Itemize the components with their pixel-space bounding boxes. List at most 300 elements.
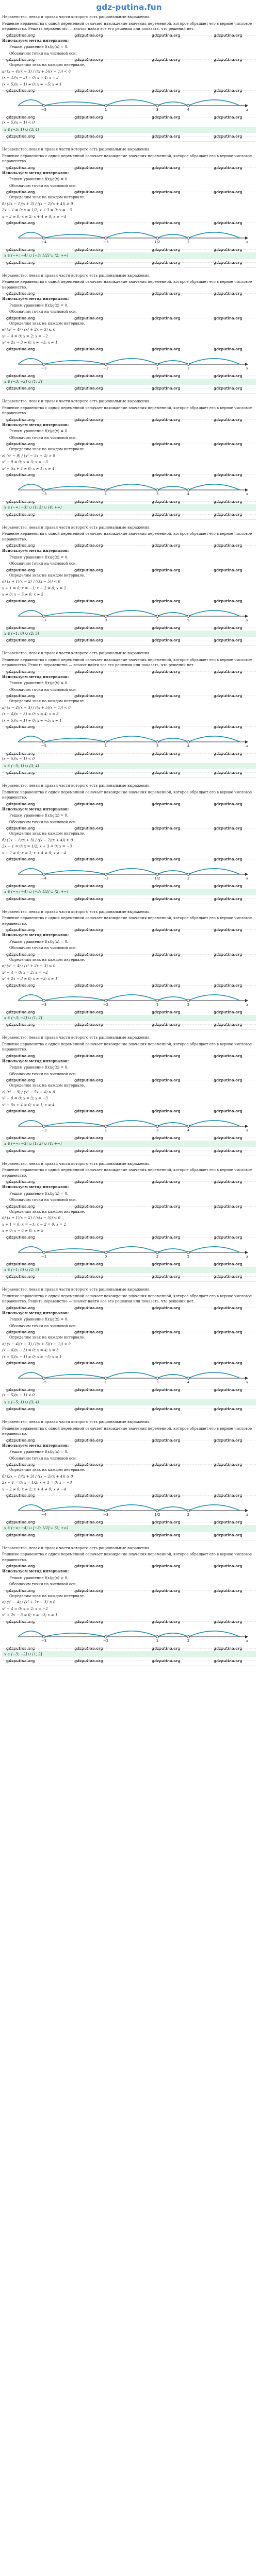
watermark-text: gdzputina.org — [214, 1619, 243, 1624]
axis-variable-label: x — [246, 1380, 249, 1384]
watermark-text: gdzputina.org — [6, 1136, 35, 1140]
axis-point-label: −3 — [41, 492, 47, 496]
watermark-text: gdzputina.org — [152, 1533, 181, 1537]
watermark-text: gdzputina.org — [6, 221, 35, 225]
axis-point — [43, 1635, 45, 1638]
watermark-text: gdzputina.org — [6, 771, 35, 775]
solution-section — [2, 1161, 256, 1282]
axis-point-label: 1 — [156, 1002, 159, 1007]
intro-text: Неравенство, левая и правая части которого есть рациональные выражения. — [2, 273, 151, 278]
watermark-text: gdzputina.org — [74, 417, 103, 422]
watermark-text: gdzputina.org — [74, 983, 103, 988]
sign-arc — [106, 232, 157, 238]
watermark-text: gdzputina.org — [152, 473, 181, 477]
number-line — [2, 1499, 256, 1517]
watermark-band — [2, 1361, 256, 1365]
watermark-text: gdzputina.org — [74, 386, 103, 391]
axis-arrow — [245, 1377, 248, 1380]
number-line — [2, 94, 256, 112]
math-line: x ≠ 0; x − 5 ≠ 0; x ≠ 5 — [2, 1229, 44, 1233]
sign-arc — [18, 1505, 44, 1511]
sign-arc — [188, 610, 240, 616]
watermark-text: gdzputina.org — [74, 260, 103, 265]
watermark-text: gdzputina.org — [74, 1588, 103, 1593]
axis-point — [105, 1377, 107, 1380]
axis-point-label: −2 — [103, 366, 109, 370]
solution-document — [0, 14, 258, 1666]
watermark-text: gdzputina.org — [214, 115, 243, 120]
watermark-text: gdzputina.org — [214, 221, 243, 225]
axis-point-label: 2 — [156, 1254, 159, 1259]
watermark-band — [2, 472, 256, 477]
sign-arc — [18, 610, 44, 616]
watermark-text: gdzputina.org — [214, 1180, 243, 1184]
axis-point — [156, 489, 159, 492]
watermark-text: gdzputina.org — [74, 316, 103, 320]
watermark-text: gdzputina.org — [6, 1010, 35, 1014]
watermark-text: gdzputina.org — [214, 1407, 243, 1411]
watermark-text: gdzputina.org — [6, 512, 35, 517]
watermark-text: gdzputina.org — [152, 1180, 181, 1184]
watermark-text: gdzputina.org — [152, 115, 181, 120]
sign-arc — [106, 484, 157, 490]
watermark-text: gdzputina.org — [152, 248, 181, 252]
watermark-text: gdzputina.org — [6, 316, 35, 320]
solution-section — [2, 651, 256, 778]
watermark-band — [2, 1646, 256, 1650]
watermark-text: gdzputina.org — [74, 1520, 103, 1524]
watermark-text: gdzputina.org — [152, 1078, 181, 1082]
axis-variable-label: x — [246, 876, 249, 880]
watermark-text: gdzputina.org — [74, 1109, 103, 1113]
step-text: Определим знак на каждом интервале. — [9, 832, 85, 836]
watermark-text: gdzputina.org — [152, 983, 181, 988]
watermark-text: gdzputina.org — [214, 802, 243, 806]
watermark-text: gdzputina.org — [74, 1407, 103, 1411]
watermark-text: gdzputina.org — [6, 1646, 35, 1651]
watermark-text: gdzputina.org — [6, 1180, 35, 1184]
watermark-text: gdzputina.org — [74, 512, 103, 517]
math-line: г) (x² − 9) / (x² − 5x + 4) > 0 — [2, 453, 55, 458]
axis-point-label: 3 — [156, 108, 159, 112]
watermark-text: gdzputina.org — [214, 347, 243, 351]
intro-text: Неравенство, левая и правая части которого есть рациональные выражения. — [2, 1546, 151, 1550]
watermark-text: gdzputina.org — [152, 1330, 181, 1334]
step-text: Решим уравнение f(x)/g(x) = 0. — [9, 1065, 69, 1070]
sign-arc — [44, 1375, 106, 1378]
watermark-band — [2, 770, 256, 774]
watermark-text: gdzputina.org — [74, 1136, 103, 1140]
axis-arrow — [245, 999, 248, 1002]
math-line: a) (x − 4)(x − 3) / ((x + 5)(x − 1)) < 0 — [2, 69, 71, 74]
axis-point-label: 3 — [156, 744, 159, 748]
watermark-text: gdzputina.org — [6, 928, 35, 932]
watermark-text: gdzputina.org — [74, 544, 103, 548]
step-text: Решим уравнение f(x)/g(x) = 0. — [9, 1191, 69, 1196]
watermark-band — [2, 291, 256, 295]
step-text: Решим уравнение f(x)/g(x) = 0. — [9, 1450, 69, 1454]
watermark-band — [2, 260, 256, 264]
intro-text: Решение неравенства с одной переменной означает нахождение значения переменной, которое обращает его в верное числовое неравенство. Решить неравенство — значит найти все его решения или показать, что решений нет. — [2, 1294, 252, 1303]
watermark-text: gdzputina.org — [214, 1204, 243, 1209]
watermark-text: gdzputina.org — [214, 89, 243, 93]
watermark-text: gdzputina.org — [214, 1078, 243, 1082]
watermark-text: gdzputina.org — [214, 1564, 243, 1568]
axis-point-label: 2 — [187, 876, 190, 880]
answer-line: x ∈ (−∞; −4) ∪ [−3; 1/2] ∪ (2; +∞) — [2, 252, 256, 259]
watermark-text: gdzputina.org — [152, 347, 181, 351]
axis-point-label: 2 — [156, 618, 159, 622]
intro-text: Решение неравенства с одной переменной означает нахождение значения переменной, которое обращает его в верное числовое неравенство. — [2, 154, 252, 163]
watermark-text: gdzputina.org — [6, 952, 35, 957]
watermark-text: gdzputina.org — [74, 1494, 103, 1498]
math-line: x² − 4 = 0; x = 2; x = −2 — [2, 970, 48, 975]
watermark-band — [2, 599, 256, 603]
watermark-text: gdzputina.org — [152, 1463, 181, 1467]
watermark-text: gdzputina.org — [152, 1646, 181, 1651]
axis-point — [187, 105, 190, 107]
sign-arc — [44, 1248, 106, 1252]
axis-point — [156, 237, 159, 240]
solution-section — [2, 147, 256, 268]
watermark-text: gdzputina.org — [6, 1659, 35, 1663]
watermark-text: gdzputina.org — [74, 500, 103, 504]
watermark-text: gdzputina.org — [214, 694, 243, 698]
step-text: Обозначим точки на числовой оси. — [9, 435, 77, 440]
math-line: д) (x + 1)(x − 2) / (x(x − 5)) < 0 — [2, 580, 60, 584]
watermark-text: gdzputina.org — [214, 1136, 243, 1140]
step-text: Обозначим точки на числовой оси. — [9, 687, 77, 692]
watermark-band — [2, 693, 256, 698]
answer-line: x ∈ (−∞; −3) ∪ (1; 3) ∪ (4; +∞) — [2, 1141, 256, 1147]
watermark-text: gdzputina.org — [152, 33, 181, 38]
axis-variable-label: x — [246, 1128, 249, 1132]
axis-point — [187, 873, 190, 876]
step-text: Определим знак на каждом интервале. — [9, 573, 85, 578]
solution-section — [2, 1287, 256, 1414]
watermark-text: gdzputina.org — [6, 115, 35, 120]
watermark-text: gdzputina.org — [6, 857, 35, 861]
watermark-text: gdzputina.org — [6, 473, 35, 477]
watermark-text: gdzputina.org — [6, 1275, 35, 1279]
site-logo[interactable]: gdz-putina.fun — [96, 3, 162, 12]
solution-section — [2, 14, 256, 142]
intro-text: Решение неравенства с одной переменной означает нахождение значения переменной, которое обращает его в верное числовое неравенство. — [2, 405, 252, 415]
intro-text: Неравенство, левая и правая части которого есть рациональные выражения. — [2, 1420, 151, 1424]
watermark-band — [2, 1462, 256, 1466]
step-text: Определим знак на каждом интервале. — [9, 699, 85, 703]
watermark-text: gdzputina.org — [214, 442, 243, 446]
math-line: x² − 9 = 0; x = 3; x = −3 — [2, 460, 48, 464]
watermark-band — [2, 115, 256, 119]
watermark-band — [2, 221, 256, 225]
axis-point-label: 4 — [187, 744, 190, 748]
math-line: б) (2x − 1)(x + 3) / ((x − 2)(x + 4)) ≥ 0 — [2, 838, 73, 842]
step-text: Обозначим точки на числовой оси. — [9, 183, 77, 188]
watermark-text: gdzputina.org — [6, 983, 35, 988]
watermark-text: gdzputina.org — [152, 884, 181, 888]
watermark-text: gdzputina.org — [74, 625, 103, 630]
watermark-text: gdzputina.org — [152, 1148, 181, 1153]
watermark-text: gdzputina.org — [6, 1533, 35, 1537]
watermark-text: gdzputina.org — [6, 826, 35, 831]
watermark-band — [2, 417, 256, 421]
watermark-text: gdzputina.org — [6, 1109, 35, 1113]
axis-point-label: −3 — [103, 876, 109, 880]
sign-arc — [188, 232, 240, 238]
watermark-text: gdzputina.org — [74, 802, 103, 806]
watermark-text: gdzputina.org — [152, 1054, 181, 1058]
watermark-text: gdzputina.org — [152, 694, 181, 698]
axis-point — [105, 105, 107, 107]
intro-text: Неравенство, левая и правая части которого есть рациональные выражения. — [2, 784, 151, 788]
watermark-text: gdzputina.org — [74, 1262, 103, 1266]
step-text: Определим знак на каждом интервале. — [9, 1335, 85, 1340]
watermark-text: gdzputina.org — [74, 952, 103, 957]
watermark-text: gdzputina.org — [6, 1078, 35, 1082]
number-line — [2, 863, 256, 880]
watermark-text: gdzputina.org — [74, 1659, 103, 1663]
sign-arc — [188, 1246, 240, 1252]
axis-point — [156, 1510, 159, 1512]
axis-point-label: 4 — [187, 108, 190, 112]
watermark-text: gdzputina.org — [6, 884, 35, 888]
sign-arc — [44, 1123, 106, 1126]
axis-arrow — [245, 1635, 248, 1638]
axis-point-label: −3 — [41, 1638, 47, 1643]
watermark-text: gdzputina.org — [152, 826, 181, 831]
step-text: Обозначим точки на числовой оси. — [9, 946, 77, 950]
watermark-text: gdzputina.org — [74, 1148, 103, 1153]
method-heading: Используем метод интервалов: — [2, 1058, 69, 1063]
watermark-text: gdzputina.org — [214, 1235, 243, 1240]
number-line — [2, 1115, 256, 1132]
sign-arc — [157, 1123, 188, 1126]
step-text: Определим знак на каждом интервале. — [9, 63, 85, 67]
watermark-text: gdzputina.org — [6, 1235, 35, 1240]
step-text: Обозначим точки на числовой оси. — [9, 562, 77, 566]
axis-point — [105, 741, 107, 743]
watermark-band — [2, 952, 256, 956]
number-line — [2, 227, 256, 244]
answer-line: x ∈ (−3; −2] ∪ (1; 2] — [2, 1015, 256, 1022]
watermark-text: gdzputina.org — [74, 1010, 103, 1014]
step-text: Обозначим точки на числовой оси. — [9, 1582, 77, 1586]
watermark-band — [2, 1658, 256, 1663]
watermark-text: gdzputina.org — [6, 386, 35, 391]
watermark-text: gdzputina.org — [214, 1109, 243, 1113]
watermark-text: gdzputina.org — [214, 1023, 243, 1027]
math-line: x + 1 = 0; x = −1; x − 2 = 0; x = 2 — [2, 1222, 67, 1227]
sign-arc — [44, 234, 106, 238]
watermark-text: gdzputina.org — [6, 1330, 35, 1334]
solution-section — [2, 525, 256, 646]
axis-point — [105, 363, 107, 365]
watermark-text: gdzputina.org — [152, 1588, 181, 1593]
watermark-text: gdzputina.org — [152, 316, 181, 320]
intro-text: Решение неравенства с одной переменной означает нахождение значения переменной, которое обращает его в верное числовое неравенство. Решить неравенство — значит найти все его решения или показать, что решений нет. — [2, 657, 252, 667]
number-line — [2, 989, 256, 1007]
section-divider — [2, 393, 256, 394]
watermark-text: gdzputina.org — [214, 1533, 243, 1537]
watermark-text: gdzputina.org — [6, 694, 35, 698]
watermark-text: gdzputina.org — [152, 1361, 181, 1365]
axis-point — [187, 1635, 190, 1638]
watermark-text: gdzputina.org — [6, 1388, 35, 1392]
axis-point — [156, 873, 159, 876]
sign-arc — [106, 994, 157, 1000]
watermark-band — [2, 33, 256, 37]
watermark-text: gdzputina.org — [214, 417, 243, 422]
watermark-text: gdzputina.org — [74, 1275, 103, 1279]
axis-point-label: 2 — [187, 1513, 190, 1517]
math-line: (x − 4)(x − 3) = 0; x = 4; x = 3 — [2, 712, 59, 716]
watermark-band — [2, 826, 256, 830]
axis-point-label: −1 — [41, 618, 47, 622]
math-line: (x − 5)(x − 1) < 0 — [2, 1393, 35, 1397]
watermark-text: gdzputina.org — [74, 669, 103, 674]
axis-point — [105, 1251, 107, 1253]
answer-line: x ∈ (−5; 1) ∪ (3; 4) — [2, 763, 256, 770]
intro-text: Неравенство, левая и правая части которого есть рациональные выражения. — [2, 651, 151, 655]
watermark-text: gdzputina.org — [74, 1646, 103, 1651]
axis-point — [43, 1377, 45, 1380]
watermark-text: gdzputina.org — [74, 884, 103, 888]
step-text: Решим уравнение f(x)/g(x) = 0. — [9, 45, 69, 49]
watermark-text: gdzputina.org — [152, 1438, 181, 1443]
number-line — [2, 605, 256, 622]
watermark-band — [2, 1235, 256, 1239]
sign-arc — [188, 1372, 240, 1378]
watermark-text: gdzputina.org — [152, 1235, 181, 1240]
watermark-text: gdzputina.org — [6, 347, 35, 351]
axis-point — [187, 1510, 190, 1512]
watermark-band — [2, 543, 256, 547]
sign-arc — [18, 100, 44, 106]
axis-variable-label: x — [246, 1002, 249, 1007]
sign-arc — [157, 234, 188, 238]
watermark-text: gdzputina.org — [214, 1361, 243, 1365]
watermark-text: gdzputina.org — [74, 752, 103, 756]
axis-point — [43, 873, 45, 876]
sign-arc — [157, 486, 188, 490]
watermark-band — [2, 247, 256, 251]
watermark-text: gdzputina.org — [152, 417, 181, 422]
intro-text: Решение неравенства с одной переменной означает нахождение значения переменной, которое обращает его в верное числовое неравенство. — [2, 532, 252, 541]
math-line: б) (2x − 1)(x + 3) / ((x − 2)(x + 4)) ≥ 0 — [2, 201, 73, 206]
watermark-text: gdzputina.org — [214, 1148, 243, 1153]
sign-arc — [18, 736, 44, 742]
sign-arc — [18, 358, 44, 364]
intro-text: Решение неравенства с одной переменной означает нахождение значения переменной, которое обращает его в верное числовое неравенство. — [2, 1168, 252, 1178]
axis-point-label: −2 — [103, 1638, 109, 1643]
watermark-text: gdzputina.org — [214, 928, 243, 932]
answer-line: x ∈ (−5; 1) ∪ (3; 4) — [2, 1399, 256, 1406]
math-line: x² − 5x + 4 ≠ 0; x ≠ 1; x ≠ 4 — [2, 1103, 55, 1107]
axis-variable-label: x — [246, 108, 249, 112]
watermark-text: gdzputina.org — [74, 374, 103, 378]
watermark-text: gdzputina.org — [152, 1023, 181, 1027]
math-line: x² − 4 = 0; x = 2; x = −2 — [2, 334, 48, 338]
axis-point — [156, 741, 159, 743]
watermark-text: gdzputina.org — [152, 1388, 181, 1392]
sign-arc — [157, 1507, 188, 1511]
watermark-band — [2, 896, 256, 901]
watermark-text: gdzputina.org — [152, 1520, 181, 1524]
answer-line: x ∈ (−1; 0) ∪ (2; 5) — [2, 1267, 256, 1274]
watermark-text: gdzputina.org — [74, 1235, 103, 1240]
sign-arc — [157, 1633, 188, 1636]
watermark-band — [2, 316, 256, 320]
axis-point-label: 1 — [104, 108, 107, 112]
math-line: x² + 2x − 3 ≠ 0; x ≠ −3; x ≠ 1 — [2, 977, 58, 981]
watermark-band — [2, 190, 256, 194]
sign-arc — [44, 612, 106, 616]
intro-text: Неравенство, левая и правая части которого есть рациональные выражения. — [2, 525, 151, 530]
watermark-text: gdzputina.org — [214, 1438, 243, 1443]
answer-line: x ∈ (−∞; −4) ∪ [−3; 1/2] ∪ (2; +∞) — [2, 889, 256, 895]
axis-point — [43, 1510, 45, 1512]
math-line: x − 2 ≠ 0; x ≠ 2; x + 4 ≠ 0; x ≠ −4 — [2, 851, 67, 855]
axis-point-label: 3 — [156, 492, 159, 496]
watermark-text: gdzputina.org — [214, 771, 243, 775]
axis-point-label: 1 — [104, 744, 107, 748]
math-line: x² − 4 = 0; x = 2; x = −2 — [2, 1606, 48, 1611]
step-text: Обозначим точки на числовой оси. — [9, 1198, 77, 1202]
sign-arc — [157, 996, 188, 1000]
watermark-band — [2, 1387, 256, 1392]
axis-point — [105, 1510, 107, 1512]
watermark-text: gdzputina.org — [214, 1054, 243, 1058]
sign-arc — [157, 612, 188, 616]
watermark-text: gdzputina.org — [6, 1054, 35, 1058]
sign-arc — [106, 869, 157, 874]
answer-line: x ∈ (−∞; −3) ∪ (1; 3) ∪ (4; +∞) — [2, 504, 256, 511]
sign-arc — [188, 1505, 240, 1511]
sign-arc — [44, 871, 106, 874]
watermark-text: gdzputina.org — [74, 725, 103, 729]
watermark-text: gdzputina.org — [74, 1078, 103, 1082]
watermark-text: gdzputina.org — [74, 33, 103, 38]
watermark-text: gdzputina.org — [74, 1023, 103, 1027]
step-text: Обозначим точки на числовой оси. — [9, 1072, 77, 1076]
step-text: Определим знак на каждом интервале. — [9, 321, 85, 326]
watermark-text: gdzputina.org — [6, 1619, 35, 1624]
axis-point-label: 1 — [104, 1380, 107, 1384]
watermark-text: gdzputina.org — [152, 725, 181, 729]
axis-point-label: −2 — [103, 1002, 109, 1007]
watermark-text: gdzputina.org — [152, 1136, 181, 1140]
watermark-text: gdzputina.org — [152, 1564, 181, 1568]
axis-point-label: 0 — [104, 1254, 107, 1259]
method-heading: Используем метод интервалов: — [2, 1443, 69, 1448]
solution-section — [2, 273, 256, 394]
watermark-band — [2, 638, 256, 642]
axis-point-label: −1 — [41, 1254, 47, 1259]
axis-point-label: 1/2 — [154, 240, 160, 244]
axis-arrow — [245, 236, 248, 240]
watermark-text: gdzputina.org — [152, 928, 181, 932]
watermark-text: gdzputina.org — [6, 248, 35, 252]
step-text: Решим уравнение f(x)/g(x) = 0. — [9, 939, 69, 944]
step-text: Определим знак на каждом интервале. — [9, 1083, 85, 1088]
watermark-text: gdzputina.org — [6, 442, 35, 446]
sign-arc — [18, 1121, 44, 1126]
axis-variable-label: x — [246, 366, 249, 370]
watermark-text: gdzputina.org — [152, 669, 181, 674]
watermark-text: gdzputina.org — [214, 1463, 243, 1467]
axis-point — [156, 1125, 159, 1128]
